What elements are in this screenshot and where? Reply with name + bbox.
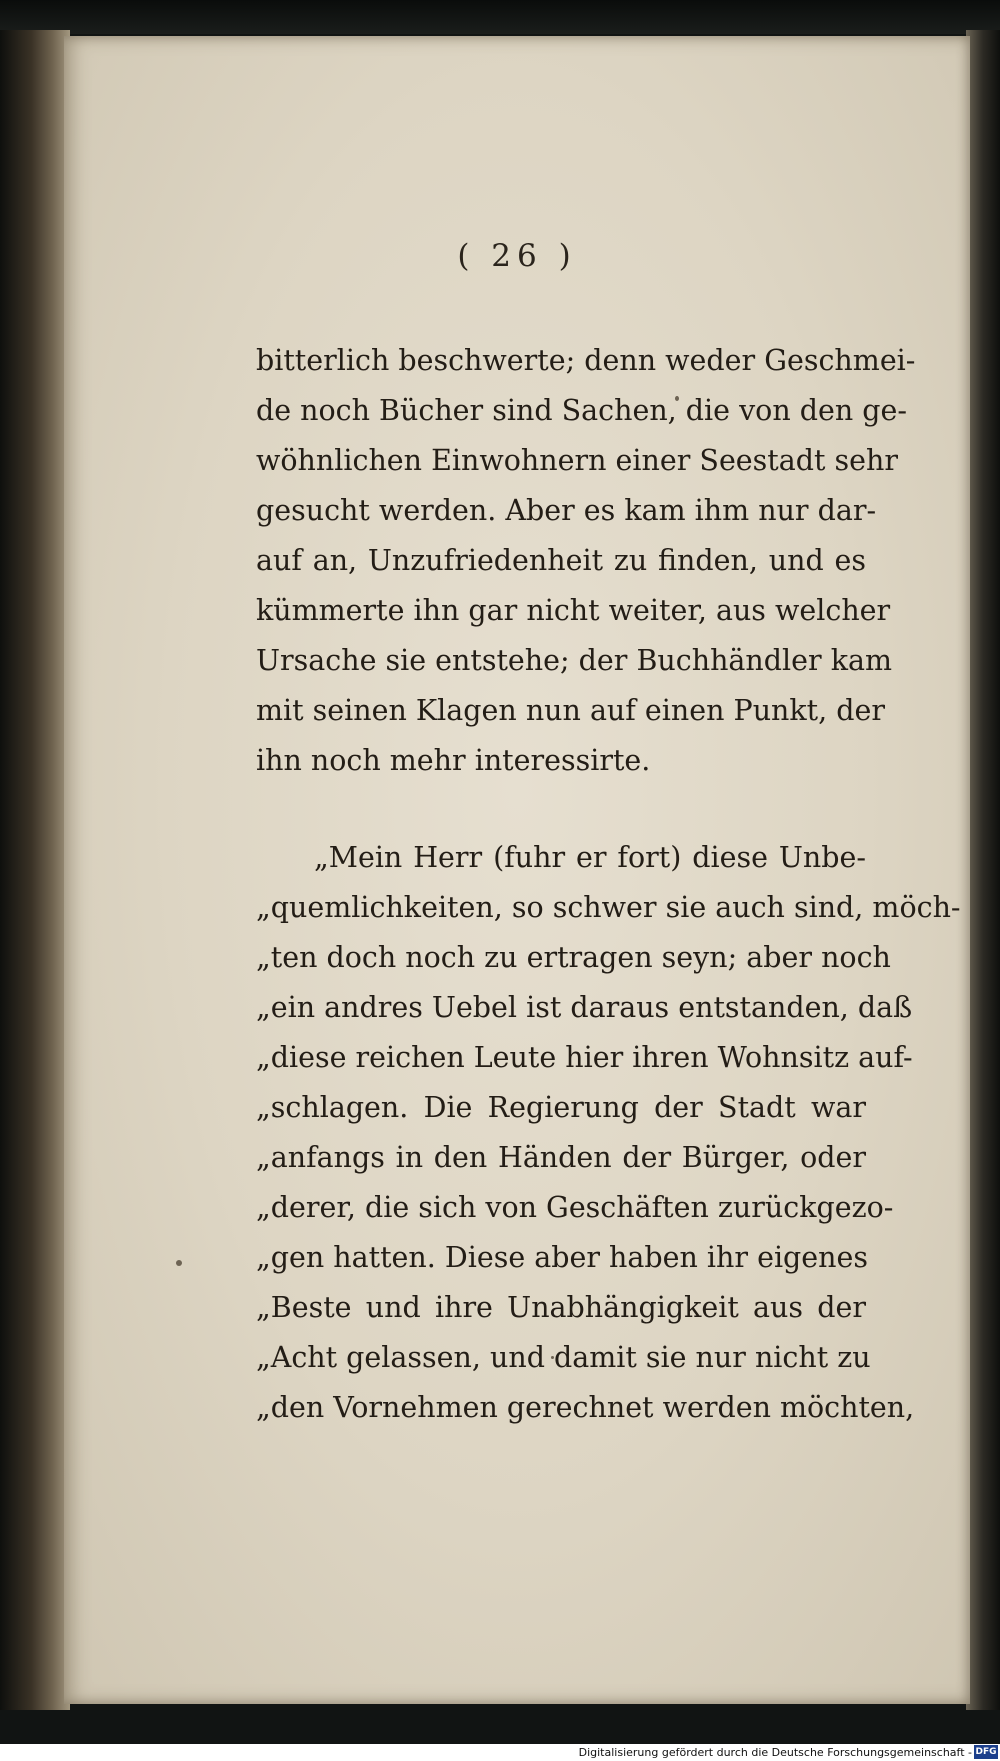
text-line: „ten doch noch zu ertragen seyn; aber noch: [256, 941, 891, 974]
text-line: „Mein Herr (fuhr er fort) diese Unbe-: [314, 841, 866, 874]
page-number: ( 26 ): [457, 238, 577, 274]
text-line: „den Vornehmen gerechnet werden möchten,: [256, 1391, 915, 1424]
text-line: de noch Bücher sind Sachen, die von den ge-: [256, 394, 908, 427]
text-line: „Beste und ihre Unabhängigkeit aus der: [256, 1291, 866, 1324]
text-line: „gen hatten. Diese aber haben ihr eigenes: [256, 1241, 869, 1274]
text-line: mit seinen Klagen nun auf einen Punkt, der: [256, 694, 885, 727]
scanner-top-shadow: [0, 0, 1000, 34]
paragraph-1: [256, 336, 916, 786]
paragraph-2: [256, 833, 961, 1433]
digitization-credit: Digitalisierung gefördert durch die Deutsche Forschungsgemeinschaft -: [578, 1746, 972, 1759]
book-fore-edge: [966, 30, 1000, 1710]
text-line: gesucht werden. Aber es kam ihm nur dar-: [256, 494, 877, 527]
dfg-logo-icon: DFG: [975, 1747, 997, 1757]
text-line: „Acht gelassen, und damit sie nur nicht zu: [256, 1341, 871, 1374]
text-line: kümmerte ihn gar nicht weiter, aus welcher: [256, 594, 891, 627]
body-text: [256, 336, 961, 1433]
text-line: wöhnlichen Einwohnern einer Seestadt sehr: [256, 444, 898, 477]
text-line: „ein andres Uebel ist daraus entstanden, daß: [256, 991, 913, 1024]
text-line: ihn noch mehr interessirte.: [256, 744, 651, 777]
text-line: „schlagen. Die Regierung der Stadt war: [256, 1091, 866, 1124]
text-line: bitterlich beschwerte; denn weder Geschmei-: [256, 344, 916, 377]
text-line: „derer, die sich von Geschäften zurückgezo-: [256, 1191, 894, 1224]
text-line: Ursache sie entstehe; der Buchhändler kam: [256, 644, 892, 677]
book-page: [64, 36, 970, 1704]
text-line: auf an, Unzufriedenheit zu finden, und es: [256, 544, 866, 577]
paragraph-gap: [256, 786, 866, 833]
book-spine-edge: [0, 30, 70, 1710]
text-line: „diese reichen Leute hier ihren Wohnsitz auf-: [256, 1041, 913, 1074]
paper-speck: [176, 1260, 182, 1266]
text-line: „quemlichkeiten, so schwer sie auch sind, möch-: [256, 891, 961, 924]
text-line: „anfangs in den Händen der Bürger, oder: [256, 1141, 866, 1174]
